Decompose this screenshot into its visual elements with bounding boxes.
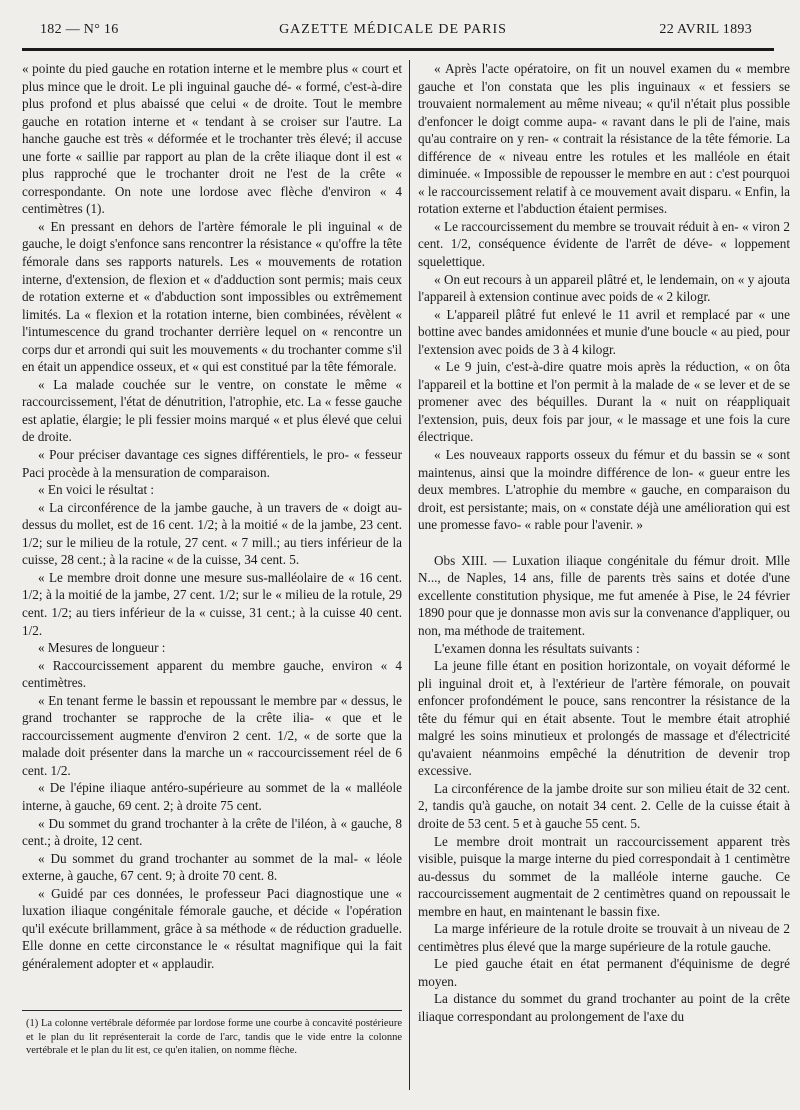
paragraph: « Les nouveaux rapports osseux du fémur et du bassin se « sont maintenus, ainsi que la moindre différence de lon- « gueur entre les deux membres. L'atrophie du membre « gauche, en comparaison du droit, est persistante; mais, on « constate déjà une amélioration qui est une promesse favo- « rable pour l'avenir. » (418, 447, 790, 533)
paragraph: « Pour préciser davantage ces signes différentiels, le pro- « fesseur Paci procède à la mensuration de comparaison. (22, 447, 402, 480)
paragraph: « En voici le résultat : (38, 482, 155, 498)
paragraph: « pointe du pied gauche en rotation interne et le membre plus « court et plus mince que le droit. Le pli inguinal gauche dé- « formé, c'est-à-dire plus profond et plus abaissé que celui « de droite. Tout le membre gauche en rotation interne et « tendant à se croiser sur l'autre. La hanche gauche est très « déformée et le trochanter très élevé; il accuse une forte « saillie par rapport au plan de la crête iliaque dont il est « plus rapproché que le trochanter droit ne l'est de la crête « correspondante. On note une lordose avec flèche d'environ « 4 centimètres (1). (22, 61, 402, 217)
paragraph: « Le raccourcissement du membre se trouvait réduit à en- « viron 2 cent. 1/2, conséquence évidente de l'arrêt de déve- « loppement squelettique. (418, 218, 790, 270)
paragraph: « En pressant en dehors de l'artère fémorale le pli inguinal « de gauche, le doigt s'enfonce sans rencontrer la résistance « qu'offre la tête fémorale dans ses rapports naturels. Les « mouvements de rotation interne, d'extension, de flexion et « d'adduction sont permis; mais ceux de rotation externe et « d'abduction sont impossibles ou extrêmement limités. La « flexion et la rotation interne, bien combinées, révèlent « l'intumescence du grand trochanter derrière lequel on « rencontre un corps dur et arrondi qui suit les mouvements « du trochanter comme s'il en était un appendice osseux, et « qui est constitué par la tête fémorale. (22, 218, 402, 375)
paragraph: « Mesures de longueur : (38, 640, 166, 656)
column-divider (409, 60, 410, 1090)
paragraph: La jeune fille étant en position horizontale, on voyait déformé le pli inguinal droit et, à l'extérieur de l'artère fémorale, on pouvait enfoncer profondément le pouce, sans rencontrer la résistance de la tête du fémur qui en était absente. Tout le membre était atrophié malgré les soins minutieux et prolongés de massage et d'électricité qu'avaient néanmoins empêché la dénutrition de devenir trop excessive. (418, 658, 790, 779)
issue-date: 22 AVRIL 1893 (659, 22, 752, 37)
paragraph: « De l'épine iliaque antéro-supérieure au sommet de la « malléole interne, à gauche, 69 cent. 2; à droite 75 cent. (22, 780, 402, 813)
paragraph: « Du sommet du grand trochanter à la crête de l'iléon, à « gauche, 8 cent.; à droite, 12 cent. (22, 815, 402, 849)
observation-heading-paragraph: Obs XIII. — Luxation iliaque congénitale du fémur droit. Mlle N..., de Naples, 14 ans, fille de parents très sains et dotée d'une excellente constitution physique, me fut amenée à Pise, le 24 février 1890 pour que je donnasse mon avis sur la convenance d'appliquer, ou non, ma méthode de traitement. (418, 552, 790, 638)
paragraph: L'examen donna les résultats suivants : (434, 640, 640, 656)
paragraph: La circonférence de la jambe droite sur son milieu était de 32 cent. 2, tandis qu'à gauche, on notait 34 cent. 2. Celle de la cuisse était à droite de 53 cent. 5 et à gauche 55 cent. 5. (418, 780, 790, 831)
right-column (418, 60, 790, 1026)
footnote-rule (22, 1010, 402, 1011)
paragraph: La distance du sommet du grand trochanter au point de la crête iliaque correspondant au prolongement de l'axe du (418, 991, 790, 1024)
paragraph: La marge inférieure de la rotule droite se trouvait à un niveau de 2 centimètres plus élevé que la marge supérieure de la rotule gauche. (418, 921, 790, 954)
footnote: (1) La colonne vertébrale déformée par lordose forme une courbe à concavité postérieure et le plan du lit représenterait la corde de l'arc, tandis que le vide entre la colonne vertébrale et le plan du lit est, ce qu'en italien, on nomme flèche. (26, 1018, 402, 1056)
left-column (22, 60, 402, 972)
paragraph: « Après l'acte opératoire, on fit un nouvel examen du « membre gauche et l'on constata que les plis inguinaux « et fessiers se trouvaient normalement au même niveau; « qu'il n'était plus possible d'enfoncer le doigt comme aupa- « ravant dans le pli de l'aine, mais qu'au contraire on y ren- « contrait la résistance de la tête fémorie. La différence de « niveau entre les rotules et les malléole en était diminuée. « Impossible de repousser le membre en aut : c'est pourquoi « le raccourcissement relatif à ce mouvement avait disparu. « Enfin, la rotation externe et l'abduction étaient permises. (418, 61, 790, 217)
paragraph: « Raccourcissement apparent du membre gauche, environ « 4 centimètres. (22, 657, 402, 691)
paragraph: « Du sommet du grand trochanter au sommet de la mal- « léole externe, à gauche, 67 cent. 9; à droite 70 cent. 8. (22, 850, 402, 884)
paragraph: Le membre droit montrait un raccourcissement apparent très visible, puisque la marge interne du pied correspondait à 1 centimètre au-dessus du sommet de la malléole interne gauche. Ce raccourcissement augmentait de 2 centimètres quand on repoussait le membre en haut, en maintenant le bassin fixe. (418, 833, 790, 919)
paragraph: « Le 9 juin, c'est-à-dire quatre mois après la réduction, « on ôta l'appareil et la bottine et l'on permit à la malade de « se lever et de se promener avec des béquilles. Durant la « nuit on réappliquait l'extension, puis, deux fois par jour, « le massage et une fois la cure électrique. (418, 359, 790, 445)
paragraph: « En tenant ferme le bassin et repoussant le membre par « dessus, le grand trochanter se rapproche de la crête ilia- « que et le raccourcissement augmente d'environ 2 cent. 1/2, « de sorte que la malade doit présenter dans la marche un « raccourcissement réel de 6 cent. 1/2. (22, 692, 402, 778)
paragraph: « On eut recours à un appareil plâtré et, le lendemain, on « y ajouta l'appareil à extension continue avec poids de « 2 kilogr. (418, 271, 790, 305)
page-number: 182 — N° 16 (40, 22, 119, 37)
journal-title: GAZETTE MÉDICALE DE PARIS (279, 22, 507, 37)
paragraph: « Le membre droit donne une mesure sus-malléolaire de « 16 cent. 1/2; à la moitié de la jambe, 27 cent. 1/2; sur le « milieu de la rotule, 29 cent. 1/2; au tiers inférieur de la « cuisse, 31 cent.; à la cuisse 40 cent. 1/2. (22, 569, 402, 638)
page-header (22, 18, 764, 38)
paragraph: « La malade couchée sur le ventre, on constate le même « raccourcissement, l'état de dénutrition, l'atrophie, etc. La « fesse gauche est aplatie, élargie; le pli fessier moins marqué « et plus élevé que celui de droite. (22, 376, 402, 445)
paragraph: « Guidé par ces données, le professeur Paci diagnostique une « luxation iliaque congénitale fémorale gauche, et décide « l'opération qu'il exécute brillamment, grâce à sa méthode « de réduction graduelle. Elle donne en cette circonstance le « résultat magnifique qui la fait généralement adopter et « applaudir. (22, 885, 402, 971)
paragraph: « L'appareil plâtré fut enlevé le 11 avril et remplacé par « une bottine avec bandes amidonnées et munie d'une boucle « au pied, pour l'extension avec poids de 3 à 4 kilogr. (418, 306, 790, 357)
paragraph: « La circonférence de la jambe gauche, à un travers de « doigt au-dessus du mollet, est de 16 cent. 1/2; à la moitié « de la jambe, 23 cent. 1/2; sur le milieu de la rotule, 27 cent. « 7 mill.; au tiers inférieur de la cuisse, 28 cent.; à la racine « de la cuisse, 34 cent. 5. (22, 499, 402, 568)
header-rule (22, 48, 774, 51)
paragraph: Le pied gauche était en état permanent d'équinisme de degré moyen. (418, 956, 790, 989)
